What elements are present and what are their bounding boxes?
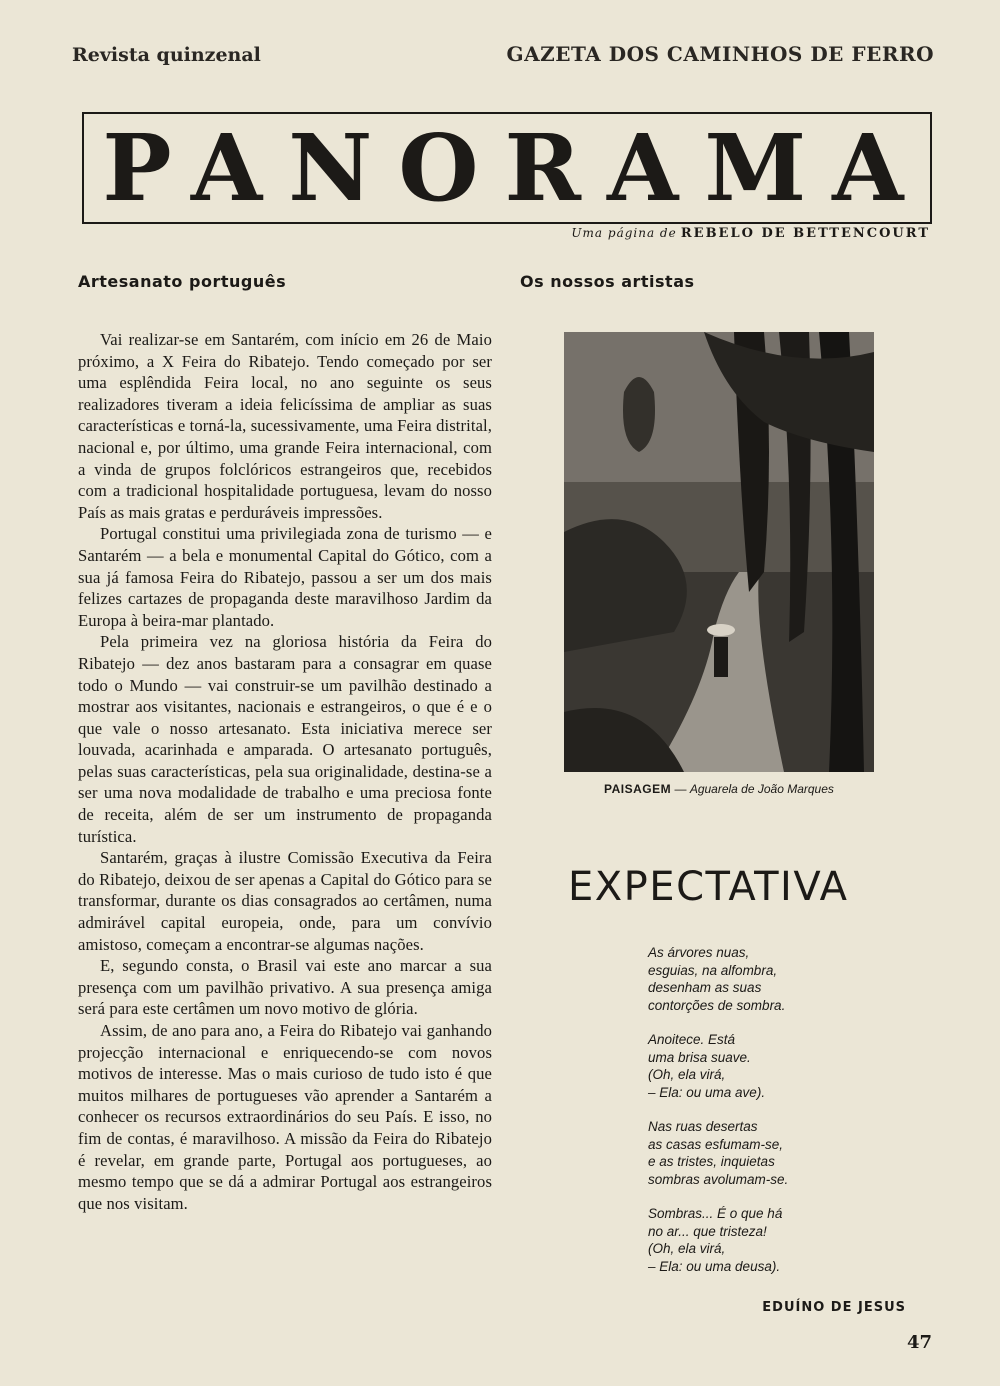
poem-line: e as tristes, inquietas [648, 1154, 775, 1169]
masthead-author: REBELO DE BETTENCOURT [680, 226, 930, 241]
poem-line: no ar... que tristeza! [648, 1223, 767, 1239]
caption-subtitle: Aguarela de João Marques [689, 782, 834, 796]
right-column [520, 272, 928, 1315]
poem-line: (Oh, ela virá, [648, 1241, 726, 1256]
poem-line: Nas ruas desertas [648, 1119, 758, 1134]
caption-title: PAISAGEM [604, 782, 672, 796]
poem-title: EXPECTATIVA [568, 864, 849, 910]
paragraph: Pela primeira vez na gloriosa história da Feira do Ribatejo — dez anos bastaram para a consagrar em quase todo o Mundo — vai construir-se um pavilhão destinado a mostrar aos visitantes, nacionais e estrangeiros, o que é e o que vale o nosso artesanato. Esta iniciativa merece ser louvada, acarinhada e amparada. O artesanato português, pelas suas características, pela sua originalidade, destina-se a ser uma nova modalidade de trabalho e uma preciosa fonte de receita, além de ser um instrumento de propaganda turística. [78, 632, 492, 846]
running-header-right: GAZETA DOS CAMINHOS DE FERRO [506, 42, 934, 66]
paragraph: Assim, de ano para ano, a Feira do Ribatejo vai ganhando projecção internacional e enriquecendo-se com novos motivos de interesse. Mas o mais curioso de tudo isto é que muitos milhares de portugueses vão aprender a Santarém a conhecer os recursos extraordinários do seu País. E isso, no fim de contas, é maravilhoso. A missão da Feira do Ribatejo é revelar, em grande parte, Portugal aos portugueses, ao mesmo tempo que se dá a admirar Portugal aos estrangeiros que nos visitam. [78, 1021, 492, 1213]
poem-line: desenham as suas [648, 980, 762, 995]
article-body [78, 329, 492, 1214]
poem-stanza [648, 1205, 918, 1275]
running-header-left: Revista quinzenal [72, 44, 261, 66]
poem-line: sombras avolumam-se. [648, 1171, 789, 1187]
poem-stanza [648, 1118, 918, 1188]
section-heading: Os nossos artistas [520, 272, 695, 291]
landscape-painting-photo [564, 332, 874, 772]
section-heading: Artesanato português [78, 272, 287, 291]
poem-line: as casas esfumam-se, [648, 1136, 784, 1152]
masthead [82, 112, 932, 241]
poem-stanza [648, 944, 918, 1014]
poem-line: As árvores nuas, [648, 945, 750, 960]
photo-caption [604, 782, 904, 796]
poem [648, 944, 918, 1292]
page-number: 47 [906, 1332, 932, 1353]
paragraph: E, segundo consta, o Brasil vai este ano marcar a sua presença com um pavilhão privativo. A sua presença amiga será para este certâmen um novo motivo de glória. [78, 956, 492, 1019]
paragraph: Santarém, graças à ilustre Comissão Executiva da Feira do Ribatejo, deixou de ser apenas a Capital do Gótico para se transformar, durante os dias consagrados ao certâmen, numa admirável capital europeia, onde, para um convívio amistoso, começam a encontrar-se algumas nações. [78, 848, 492, 954]
left-column [78, 272, 492, 1214]
paragraph: Vai realizar-se em Santarém, com início em 26 de Maio próximo, a X Feira do Ribatejo. Tendo começado por ser uma esplêndida Feira local, no ano seguinte os seus realizadores tiveram a ideia felicíssima de ampliar as suas características e torná-la, sucessivamente, uma Feira distrital, nacional e, por último, uma grande Feira internacional, com a vinda de grupos folclóricos estrangeiros que, recebidos com a tradicional hospitalidade portuguesa, levam do nosso País as mais gratas e perduráveis impressões. [78, 330, 492, 522]
poem-line: uma brisa suave. [648, 1049, 751, 1065]
poem-line: (Oh, ela virá, [648, 1067, 726, 1082]
poem-line: – Ela: ou uma ave). [648, 1084, 766, 1100]
poem-line: – Ela: ou uma deusa). [648, 1258, 781, 1274]
caption-dash: — [674, 782, 690, 796]
poem-line: Anoitece. Está [648, 1032, 736, 1047]
poem-line: esguias, na alfombra, [648, 962, 778, 978]
poem-line: contorções de sombra. [648, 997, 786, 1013]
poem-stanza [648, 1031, 918, 1101]
poem-author: EDUÍNO DE JESUS [762, 1300, 906, 1315]
paragraph: Portugal constitui uma privilegiada zona de turismo — e Santarém — a bela e monumental Capital do Gótico, com a sua já famosa Feira do Ribatejo, passou a ser um dos mais felizes cartazes de propaganda deste maravilhoso Jardim da Europa à beira-mar plantado. [78, 524, 492, 630]
masthead-subtitle [362, 226, 930, 241]
masthead-subtitle-prefix: Uma página de [571, 226, 677, 240]
masthead-title: PANORAMA [102, 114, 930, 222]
poem-line: Sombras... É o que há [648, 1206, 783, 1221]
